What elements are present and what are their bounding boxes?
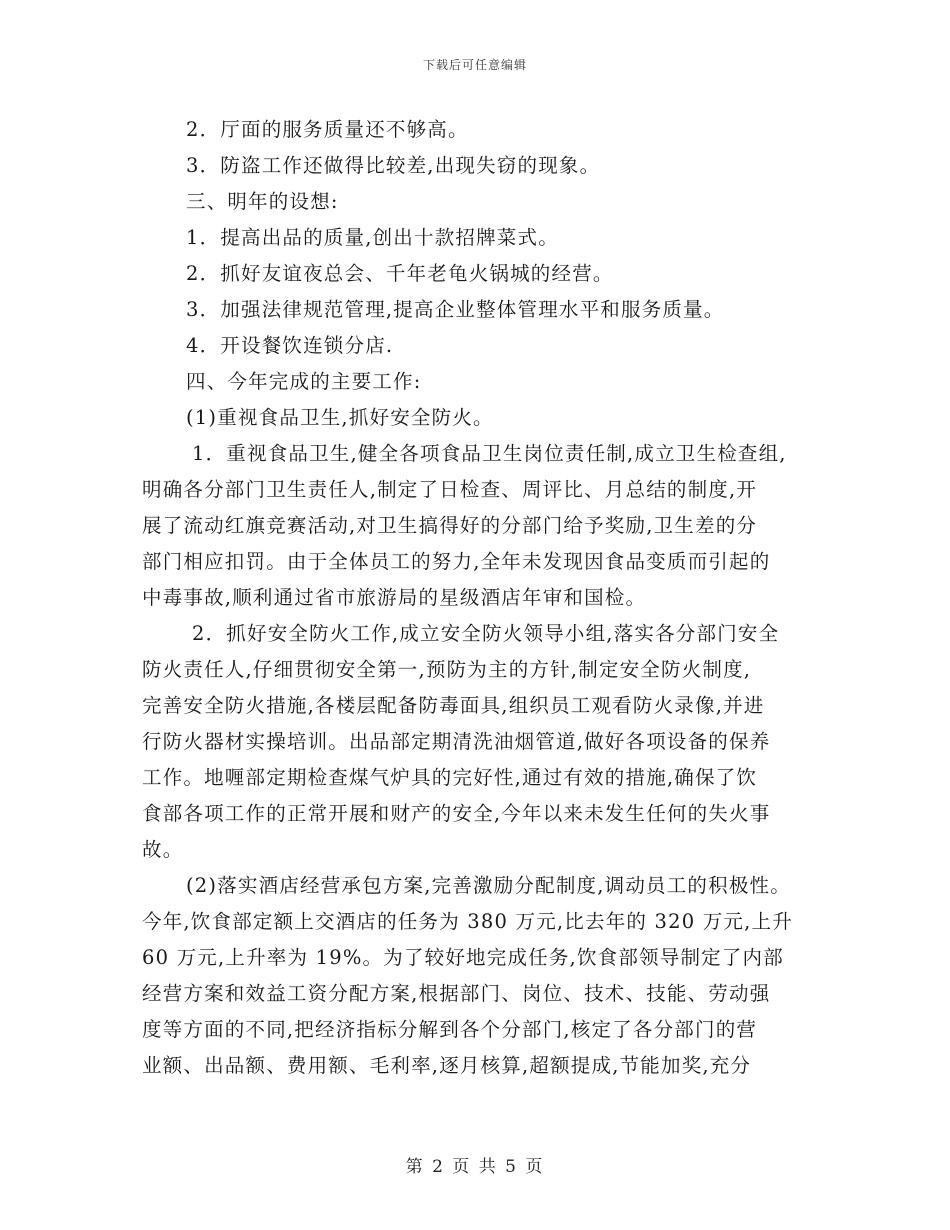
text-line: 4．开设餐饮连锁分店. [186, 334, 394, 357]
text-line: 度等方面的不同,把经济指标分解到各个分部门,核定了各分部门的营 [142, 1018, 758, 1041]
text-line: 3．加强法律规范管理,提高企业整体管理水平和服务质量。 [186, 298, 725, 321]
text-line: 2．抓好安全防火工作,成立安全防火领导小组,落实各分部门安全 [192, 622, 780, 645]
text-line: 防火责任人,仔细贯彻安全第一,预防为主的方针,制定安全防火制度, [142, 658, 752, 681]
text-line: 今年,饮食部定额上交酒店的任务为 380 万元,比去年的 320 万元,上升 [142, 910, 793, 933]
text-line: 三、明年的设想: [186, 190, 339, 213]
text-line: 四、今年完成的主要工作: [186, 370, 422, 393]
text-line: 明确各分部门卫生责任人,制定了日检查、周评比、月总结的制度,开 [142, 478, 758, 501]
text-line: (2)落实酒店经营承包方案,完善激励分配制度,调动员工的积极性。 [186, 874, 791, 897]
text-line: 行防火器材实操培训。出品部定期清洗油烟管道,做好各项设备的保养 [142, 730, 771, 753]
text-line: 60 万元,上升率为 19%。为了较好地完成任务,饮食部领导制定了内部 [142, 946, 784, 969]
text-line: 故。 [142, 838, 184, 861]
text-line: 部门相应扣罚。由于全体员工的努力,全年未发现因食品变质而引起的 [142, 550, 771, 573]
text-line: 完善安全防火措施,各楼层配备防毒面具,组织员工观看防火录像,并进 [142, 694, 765, 717]
text-line: 2．厅面的服务质量还不够高。 [186, 118, 469, 141]
text-line: 展了流动红旗竞赛活动,对卫生搞得好的分部门给予奖励,卫生差的分 [142, 514, 758, 537]
text-line: 3．防盗工作还做得比较差,出现失窃的现象。 [186, 154, 601, 177]
text-line: 2．抓好友谊夜总会、千年老龟火锅城的经营。 [186, 262, 614, 285]
text-line: 中毒事故,顺利通过省市旅游局的星级酒店年审和国检。 [142, 586, 647, 609]
page-number-footer: 第 2 页 共 5 页 [405, 1157, 545, 1177]
text-line: 经营方案和效益工资分配方案,根据部门、岗位、技术、技能、劳动强 [142, 982, 771, 1005]
text-line: (1)重视食品卫生,抓好安全防火。 [186, 406, 494, 429]
text-line: 1．提高出品的质量,创出十款招牌菜式。 [186, 226, 559, 249]
text-line: 1．重视食品卫生,健全各项食品卫生岗位责任制,成立卫生检查组, [192, 442, 787, 465]
page-header-note: 下载后可任意编辑 [422, 58, 527, 72]
text-line: 工作。地喱部定期检查煤气炉具的完好性,通过有效的措施,确保了饮 [142, 766, 758, 789]
text-line: 业额、出品额、费用额、毛利率,逐月核算,超额提成,节能加奖,充分 [142, 1054, 752, 1077]
text-line: 食部各项工作的正常开展和财产的安全,今年以来未发生任何的失火事 [142, 802, 771, 825]
document-body [142, 112, 812, 1084]
